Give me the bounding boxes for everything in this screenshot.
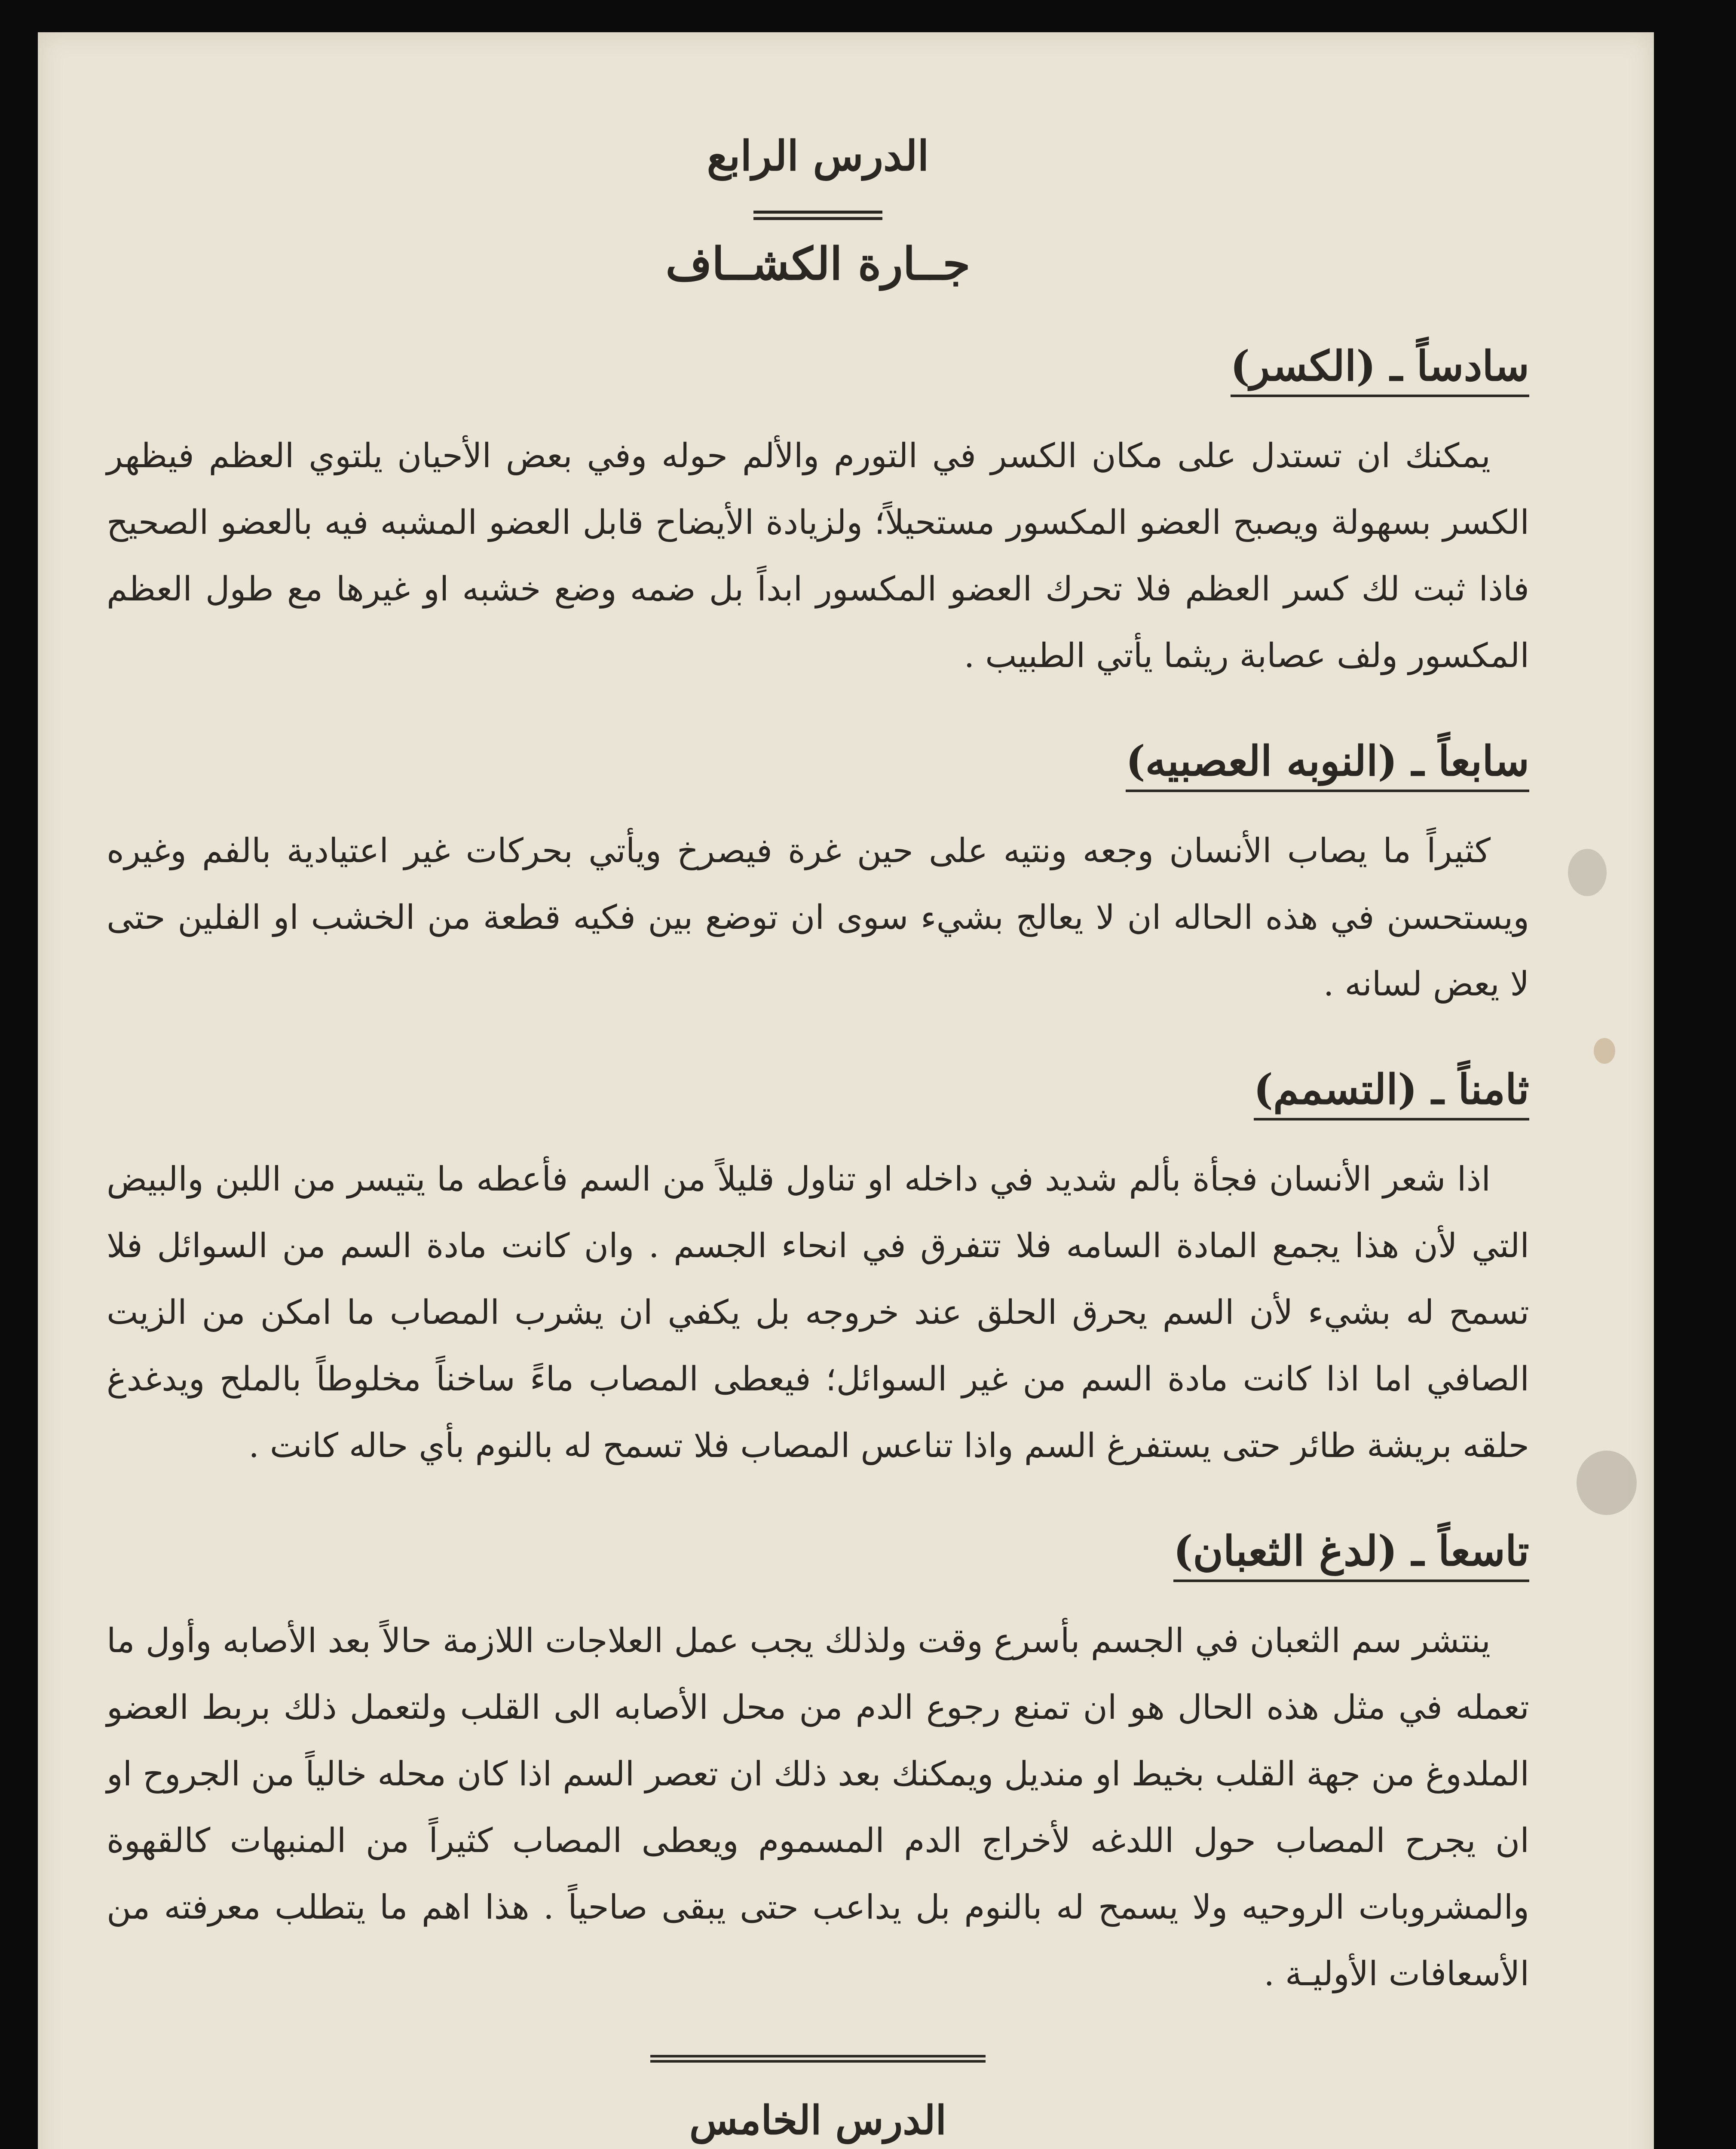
section-nervous-fit: [107, 737, 1529, 1018]
section-heading: ثامناً ـ (التسمم): [1254, 1065, 1529, 1120]
section-heading: تاسعاً ـ (لدغ الثعبان): [1173, 1527, 1529, 1582]
lesson4-header: [107, 131, 1529, 290]
paper-stain: [1594, 1038, 1615, 1064]
section-paragraph: اذا شعر الأنسان فجأة بألم شديد في داخله او تناول قليلاً من السم فأعطه ما يتيسر من اللبن والبيض التي لأن هذا يجمع المادة السامه فلا تتفرق في انحاء الجسم . وان كانت مادة السم من السوائل فلا تسمح له بشيء لأن السم يحرق الحلق عند خروجه بل يكفي ان يشرب المصاب ما امكن من الزيت الصافي اما اذا كانت مادة السم من غير السوائل؛ فيعطى المصاب ماءً ساخناً مخلوطاً بالملح ويدغدغ حلقه بريشة طائر حتى يستفرغ السم واذا تناعس المصاب فلا تسمح له بالنوم بأي حاله كانت .: [107, 1160, 1529, 1466]
section-poisoning: [107, 1065, 1529, 1479]
section-paragraph: كثيراً ما يصاب الأنسان وجعه ونتيه على حين غرة فيصرخ ويأتي بحركات غير اعتيادية بالفم وغيره ويستحسن في هذه الحاله ان لا يعالج بشيء سوى ان توضع بين فكيه قطعة من الخشب او الفلين حتى لا يعض لسانه .: [107, 832, 1529, 1004]
page-content: [107, 131, 1529, 2149]
title-divider: [753, 211, 882, 220]
section-heading: سابعاً ـ (النوبه العصبيه): [1126, 737, 1529, 792]
lesson4-title: الدرس الرابع: [707, 132, 929, 180]
subject-title: جــارة الكشــاف: [665, 237, 971, 291]
lesson5-title: الدرس الخامس: [689, 2097, 947, 2144]
section-snake-bite: [107, 1527, 1529, 2008]
lesson5-header: [107, 2097, 1529, 2149]
section-paragraph: يمكنك ان تستدل على مكان الكسر في التورم والألم حوله وفي بعض الأحيان يلتوي العظم فيظهر الكسر بسهولة ويصبح العضو المكسور مستحيلاً؛ ولزيادة الأيضاح قابل العضو المشبه فيه بالعضو الصحيح فاذا ثبت لك كسر العظم فلا تحرك العضو المكسور ابداً بل ضمه وضع خشبه او غيرها مع طول العظم المكسور ولف عصابة ريثما يأتي الطبيب .: [107, 437, 1529, 676]
lesson-divider: [650, 2055, 986, 2063]
paper-stain: [1577, 1451, 1637, 1515]
section-fracture: [107, 342, 1529, 689]
section-paragraph: ينتشر سم الثعبان في الجسم بأسرع وقت ولذلك يجب عمل العلاجات اللازمة حالاً بعد الأصابه وأول ما تعمله في مثل هذه الحال هو ان تمنع رجوع الدم من محل الأصابه الى القلب ولتعمل ذلك بربط العضو الملدوغ من جهة القلب بخيط او منديل ويمكنك بعد ذلك ان تعصر السم اذا كان محله خالياً من الجروح او ان يجرح المصاب حول اللدغه لأخراج الدم المسموم ويعطى المصاب كثيراً من المنبهات كالقهوة والمشروبات الروحيه ولا يسمح له بالنوم بل يداعب حتى يبقى صاحياً . هذا اهم ما يتطلب معرفته من الأسعافات الأوليـة .: [107, 1622, 1529, 1994]
paper-stain: [1568, 849, 1607, 896]
section-heading: سادساً ـ (الكسر): [1231, 342, 1529, 397]
document-page: [38, 32, 1654, 2149]
